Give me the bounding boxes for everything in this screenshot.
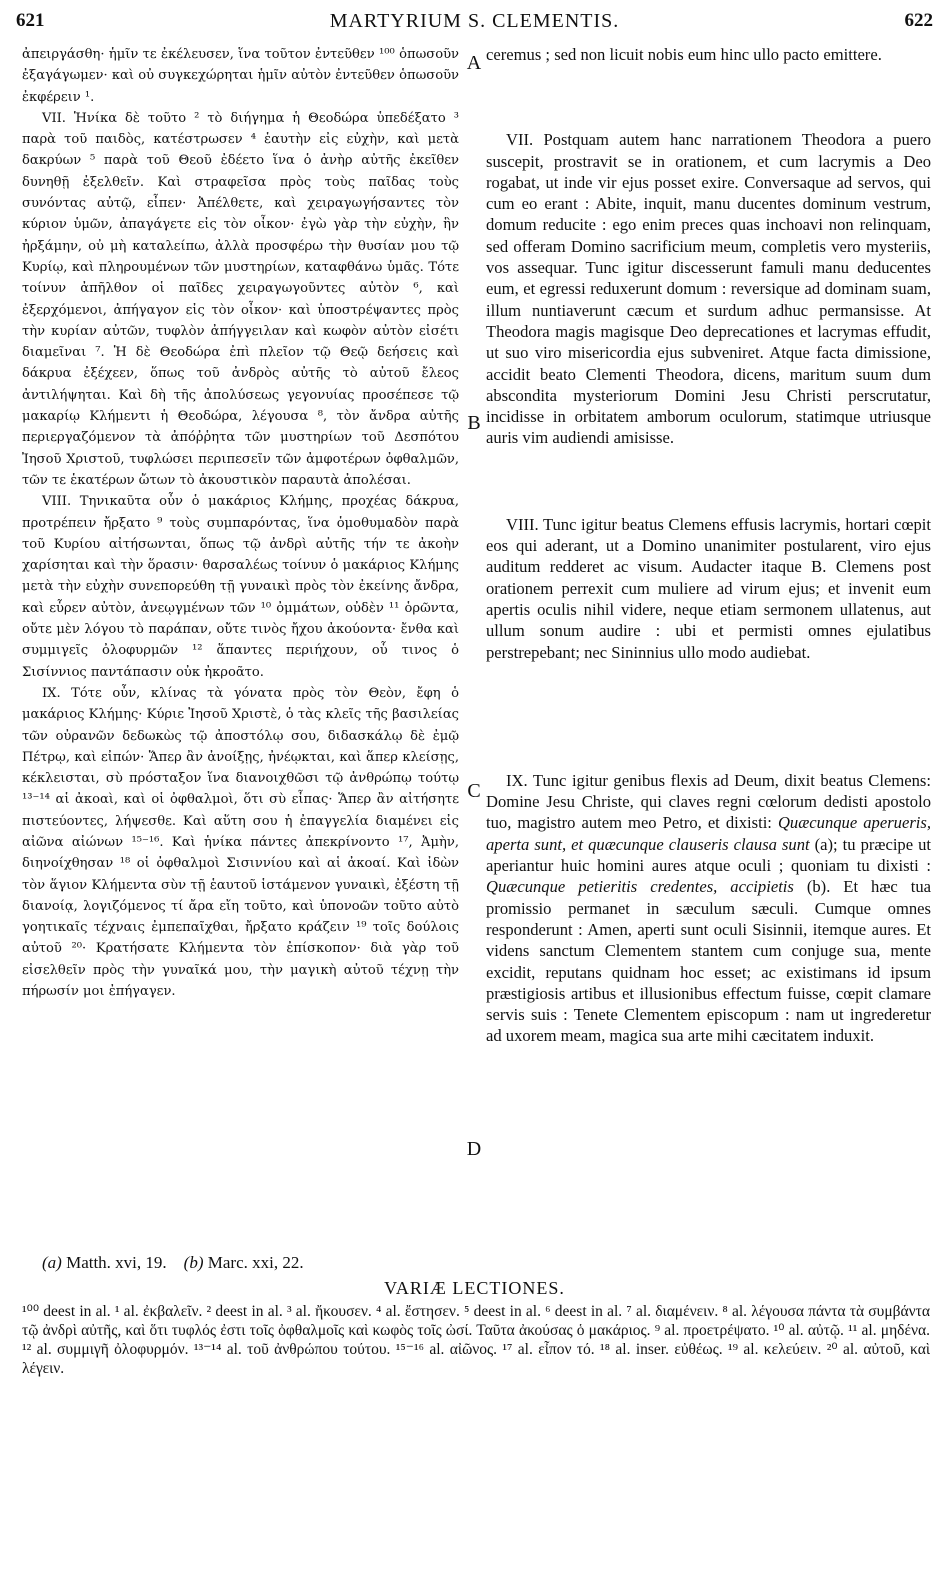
- page-number-left: 621: [16, 10, 45, 31]
- variae-lectiones-text: ¹⁰⁰ deest in al. ¹ al. ἐκβαλεῖν. ² deest in al. ³ al. ἤκουσεν. ⁴ al. ἔστησεν. ⁵ deest in al. ⁶ deest in al. ⁷ al. διαμένειν. ⁸ al. λέγουσα πάντα τὰ συμβάντα τῷ ἀνδρὶ αὐτῆς, καὶ ὅτι τυφλός ἐστι τοῖς ὀφθαλμοῖς καὶ κωφὸς τοῖς ὠσί. Ταῦτα ἀκούσας ὁ μακάριος. ⁹ al. προετρέψατο. ¹⁰ al. αὐτῷ. ¹¹ al. μηδένα. ¹² al. συμμιγῆ ὀλοφυρμόν. ¹³⁻¹⁴ al. τοῦ ἀνθρώπου τούτου. ¹⁵⁻¹⁶ al. αἰῶνος. ¹⁷ al. εἶπον τό. ¹⁸ al. inser. εὐθέως. ¹⁹ al. κελεύειν. ²⁰ al. αὐτοῦ, καὶ λέγειν.: [22, 1303, 930, 1377]
- latin-s9-text-c: (b). Et hæc tua promissio permanet in sæculum sæculi. Cumque omnes responderunt : Amen, aperti sunt oculi Sisinnii, itemque aures. Et videns sanctum Clementem stantem cum conjuge sua, mente excidit, reputans quidnam hoc esset; ac existimans id ipsum præstigiosis artibus et illusionibus effectum fuisse, cœpit clamare servis suis : Tenete Clementem episcopum : nam ut ingrederetur ad uxorem meam, magica sua arte mihi cæcitatem induxit.: [486, 877, 931, 1046]
- running-title: MARTYRIUM S. CLEMENTIS.: [329, 10, 620, 32]
- greek-section-8: VIII. Τηνικαῦτα οὖν ὁ μακάριος Κλήμης, προχέας δάκρυα, προτρέπειν ἤρξατο ⁹ τοὺς συμπαρόντας, ἵνα ὁμοθυμαδὸν παρὰ τοῦ Κυρίου αἰτήσωνται, ὅπως τῷ ἀνδρὶ αὐτῆς τήν τε ἀκοὴν χαρίσηται καὶ τὴν ὅρασιν· θαρσαλέως τοίνυν ὁ μακάριος Κλήμης μετὰ τὴν εὐχὴν συνεπορεύθη τῇ γυναικὶ πρὸς τὸν ἐκείνης ἄνδρα, καὶ εὗρεν αὐτὸν, ἀνεῳγμένων τῶν ¹⁰ ὀμμάτων, οὐδὲν ¹¹ ὁρῶντα, οὔτε μὲν λόγου τὸ παράπαν, οὔτε τινὸς ἤχου ἀκούοντα· ἔνθα καὶ συμμιγεῖς ὀλοφυρμῶν ¹² ἅπαντες περιήχουν, οὗ τινος ὁ Σισίννιος παντάπασιν οὐκ ἠκροᾶτο.: [22, 494, 459, 680]
- latin-s9-quote-1: Quæcunque aperueris, aperta sunt, et quæcunque clauseris clausa sunt: [486, 813, 931, 854]
- margin-letter-c: C: [467, 780, 481, 802]
- footnotes: [42, 1253, 922, 1273]
- footnote-b-label: (b): [183, 1253, 204, 1272]
- greek-paragraph-continuation: ἀπειργάσθη· ἡμῖν τε ἐκέλευσεν, ἵνα τοῦτον ἐντεῦθεν ¹⁰⁰ ὁπωσοῦν ἐξαγάγωμεν· καὶ οὐ συγκεχώρηται ἡμῖν αὐτὸν ἐντεῦθεν ὁπωσοῦν ἐκφέρειν ¹.: [22, 47, 459, 105]
- margin-letter-d: D: [466, 1138, 482, 1160]
- latin-section-9: [486, 770, 931, 1047]
- greek-section-9: IX. Τότε οὖν, κλίνας τὰ γόνατα πρὸς τὸν Θεὸν, ἔφη ὁ μακάριος Κλήμης· Κύριε Ἰησοῦ Χριστὲ, ὁ τὰς κλεῖς τῆς βασιλείας τῶν οὐρανῶν δεδωκὼς τῷ ἀποστόλῳ σου, διδασκάλῳ δὲ ἐμῷ Πέτρῳ, καὶ εἰπών· Ἅπερ ἂν ἀνοίξῃς, ἠνέῳκται, καὶ ἅπερ κλείσῃς, κέκλεισται, σὺ πρόσταξον ἵνα διανοιχθῶσι τῷ ἀνθρώπῳ τούτῳ ¹³⁻¹⁴ αἱ ἀκοαὶ, καὶ οἱ ὀφθαλμοὶ, ὅτι σὺ εἶπας· Ἅπερ ἂν αἰτήσητε πιστεύοντες, λήψεσθε. Καὶ αὕτη σου ἡ ἐπαγγελία διαμένει εἰς αἰῶνα αἰώνων ¹⁵⁻¹⁶. Καὶ ἡνίκα πάντες ἀπεκρίνοντο ¹⁷, Ἀμὴν, διηνοίχθησαν ¹⁸ οἱ ὀφθαλμοὶ Σισιννίου καὶ αἱ ἀκοαί. Καὶ ἰδὼν τὸν ἅγιον Κλήμεντα σὺν τῇ ἑαυτοῦ ἱστάμενον γυναικὶ, ἐξέστη τῇ διανοίᾳ, λογιζόμενος τί ἄρα εἴη τοῦτο, καὶ ὑπονοῶν τοῦτο αὐτὸ γοητικαῖς τέχναις ἐμπεπαῖχθαι, ἤρξατο κράζειν ¹⁹ τοῖς δούλοις αὐτοῦ ²⁰· Κρατήσατε Κλήμεντα τὸν ἐπίσκοπον· διὰ γὰρ τοῦ εἰσελθεῖν πρὸς τὴν γυναῖκά μου, τὴν μαγικὴ αὐτοῦ τέχνῃ τὴν πήρωσίν μοι ἐπήγαγεν.: [22, 685, 459, 1000]
- margin-letter-b: B: [467, 412, 481, 434]
- latin-s9-text-b: (a); tu præcipe ut aperiantur huic homini aures atque oculi ; quoniam tu dixisti :: [486, 834, 931, 876]
- greek-section-7: VII. Ἡνίκα δὲ τοῦτο ² τὸ διήγημα ἡ Θεοδώρα ὑπεδέξατο ³ παρὰ τοῦ παιδὸς, κατέστρωσεν ⁴ ἑαυτὴν εἰς εὐχὴν, καὶ μετὰ δακρύων ⁵ παρὰ τοῦ Θεοῦ ἐδέετο ἵνα ὁ ἀνὴρ αὐτῆς ἐκεῖθεν δυνηθῇ ἐξελθεῖν. Καὶ στραφεῖσα πρὸς τοὺς παῖδας τοὺς συνόντας αὐτῷ, εἶπεν· Ἀπέλθετε, καὶ χειραγωγήσαντες τὸν κύριον ὑμῶν, ἀπαγάγετε εἰς τὸν οἶκον· ἐγὼ γὰρ τὴν εὐχὴν, ἣν ἠρξάμην, οὐ μὴ καταλείπω, ἀλλὰ προσφέρω τὴν θυσίαν μου τῷ Κυρίῳ, καὶ πληρουμένων τῶν μυστηρίων, καταφθάνω ὑμᾶς. Τότε τοίνυν ἀπῆλθον οἱ παῖδες χειραγωγοῦντες αὐτὸν ⁶, καὶ ἐξερχόμενοι, ἀπήγαγον εἰς τὸν οἶκον· καὶ ὑποστρέψαντες πρὸς τὴν κυρίαν αὐτῶν, τυφλὸν ἀπήγγειλαν καὶ κωφὸν αὐτὸν εἰσέτι διαμεῖναι ⁷. Ἡ δὲ Θεοδώρα ἐπὶ πλεῖον τῷ Θεῷ δεήσεις καὶ δάκρυα ἐξέχεεν, ὅπως τοῦ ἀνδρὸς αὐτῆς τὸ αὐτοῦ ἔλεος ἀντιλήψηται. Καὶ δὴ τῆς ἀπολύσεως γεγονυίας προσέπεσε τῷ μακαρίῳ Κλήμεντι ἡ Θεοδώρα, λέγουσα ⁸, τὸν ἄνδρα αὐτῆς περιεργαζόμενον τὰ ἀπόῤῥητα τῶν μυστηρίων τοῦ Δεσπότου Ἰησοῦ Χριστοῦ, τυφλώσει περιπεσεῖν τῶν ἀμφοτέρων ὀφθαλμῶν, τῶν τε ἑκατέρων ὤτων τὸ ἀκουστικὸν παραυτὰ ἀπολέσαι.: [22, 110, 459, 488]
- footnote-a-label: (a): [42, 1253, 62, 1272]
- latin-s9-text-a: IX. Tunc igitur genibus flexis ad Deum, dixit beatus Clemens: Domine Jesu Christe, qui claves regni cœlorum dedisti apostolo tuo, magistro autem meo Petro, et dixisti:: [486, 770, 931, 833]
- latin-section-8: VIII. Tunc igitur beatus Clemens effusis lacrymis, hortari cœpit eos qui aderant, ut a Domino unanimiter postularent, viro ejus auditum redderet ac visum. Audacter itaque B. Clemens post orationem perrexit cum muliere ad virum ejus; et invenit eum apertis oculis nihil videre, neque etiam sermonem ullatenus, aut ullum sonum audire : ubi et permisti omnes ejulatibus perstrepebant; nec Sininnius ullo modo audiebat.: [486, 514, 931, 662]
- latin-column: [486, 44, 931, 1242]
- margin-letter-a: A: [466, 52, 482, 74]
- page-number-right: 622: [904, 10, 933, 31]
- variae-lectiones-heading: VARIÆ LECTIONES.: [384, 1278, 565, 1298]
- greek-column: [22, 44, 459, 1242]
- latin-s9-quote-2: Quæcunque petieritis credentes, accipietis: [486, 877, 794, 897]
- latin-paragraph-continuation: ceremus ; sed non licuit nobis eum hinc ullo pacto emittere.: [486, 45, 882, 64]
- footnote-b-ref: Marc. xxi, 22.: [207, 1253, 304, 1272]
- latin-section-7: VII. Postquam autem hanc narrationem Theodora a puero suscepit, prostravit se in orationem, et cum lacrymis a Deo rogabat, ut inde vir ejus posset exire. Conversaque ad servos, qui cum eo erant : Abite, inquit, manu ducentes dominum vestrum, domum reducite : ego enim preces quas inchoavi non relinquam, sed offeram Domino sacrificium meum, completis vero mysteriis, vos assequar. Tunc igitur discesserunt famuli manu deducentes eum, et egressi reduxerunt domum : reversique ad dominam suam, illum nuntiaverunt cæcum et surdum adhuc permansisse. At Theodora magis magisque Deo deprecationes et lacrymas effudit, ut suo viro misericordia ejus subveniret. Atque facta dimissione, accidit beato Clementi Theodora, dicens, maritum suum dum abscondita mysteriorum Domini Jesu Christi perscrutatur, incidisse in orbitatem amborum oculorum, statimque utriusque auris vim audiendi amisisse.: [486, 130, 931, 448]
- footnote-a-ref: Matth. xvi, 19.: [66, 1253, 167, 1272]
- running-header: [16, 4, 933, 40]
